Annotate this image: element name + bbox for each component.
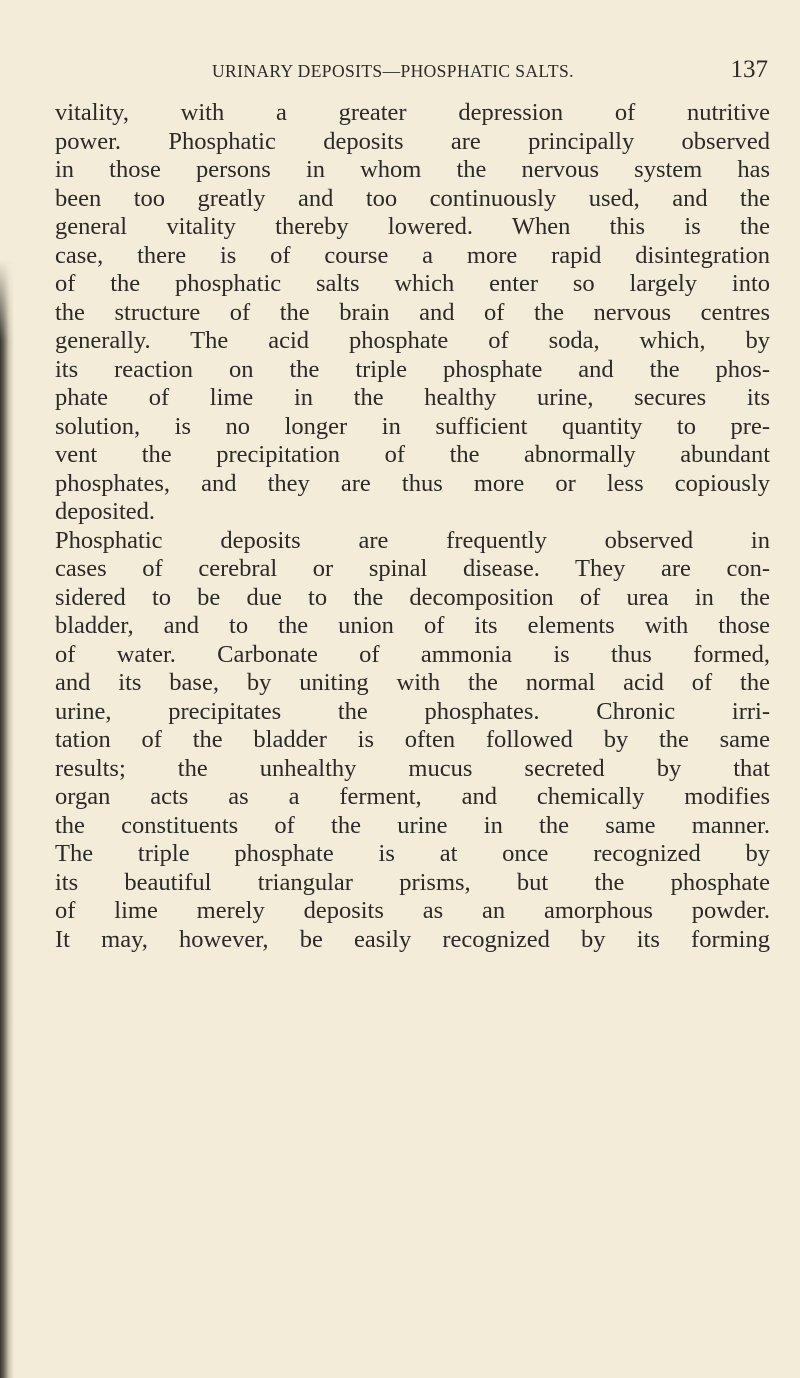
- body-text: [55, 99, 770, 954]
- text-line: and its base, by uniting with the normal acid of the: [55, 669, 770, 696]
- text-line: deposited.: [55, 498, 156, 525]
- text-line: its reaction on the triple phosphate and the phos-: [55, 355, 770, 383]
- text-line: of lime merely deposits as an amorphous powder.: [55, 897, 770, 924]
- page-header: [212, 56, 768, 84]
- text-line: cases of cerebral or spinal disease. They are con-: [55, 555, 770, 582]
- running-head: URINARY DEPOSITS—PHOSPHATIC SALTS.: [212, 61, 574, 81]
- text-line: vent the precipitation of the abnormally abundant: [55, 441, 770, 468]
- text-line: urine, precipitates the phosphates. Chronic irri-: [55, 697, 770, 725]
- text-line: the structure of the brain and of the nervous centres: [55, 298, 770, 326]
- page-number: 137: [730, 56, 768, 83]
- text-line: its beautiful triangular prisms, but the phosphate: [55, 868, 770, 896]
- text-line: results; the unhealthy mucus secreted by that: [55, 754, 770, 782]
- text-line: been too greatly and too continuously used, and the: [55, 184, 770, 212]
- text-line: in those persons in whom the nervous system has: [55, 156, 770, 183]
- text-line: The triple phosphate is at once recognized by: [55, 840, 770, 867]
- text-line: tation of the bladder is often followed by the same: [55, 726, 770, 753]
- text-line: phate of lime in the healthy urine, secures its: [55, 384, 770, 411]
- text-line: the constituents of the urine in the same manner.: [55, 811, 770, 839]
- text-line: generally. The acid phosphate of soda, which, by: [55, 327, 770, 354]
- text-line: case, there is of course a more rapid disintegration: [55, 241, 770, 269]
- text-line: vitality, with a greater depression of nutritive: [55, 99, 770, 126]
- text-line: phosphates, and they are thus more or less copiously: [55, 469, 770, 497]
- text-line: organ acts as a ferment, and chemically modifies: [55, 783, 770, 810]
- text-line: of the phosphatic salts which enter so largely into: [55, 270, 770, 297]
- book-binding-shadow: [0, 0, 14, 1378]
- text-line: of water. Carbonate of ammonia is thus formed,: [55, 640, 770, 668]
- text-line: bladder, and to the union of its elements with those: [55, 612, 770, 639]
- text-line: It may, however, be easily recognized by its forming: [55, 925, 770, 953]
- text-line: Phosphatic deposits are frequently observed in: [55, 526, 770, 554]
- text-line: sidered to be due to the decomposition of urea in the: [55, 583, 770, 611]
- text-line: general vitality thereby lowered. When this is the: [55, 213, 770, 240]
- text-line: power. Phosphatic deposits are principally observed: [55, 127, 770, 155]
- text-line: solution, is no longer in sufficient quantity to pre-: [55, 412, 770, 440]
